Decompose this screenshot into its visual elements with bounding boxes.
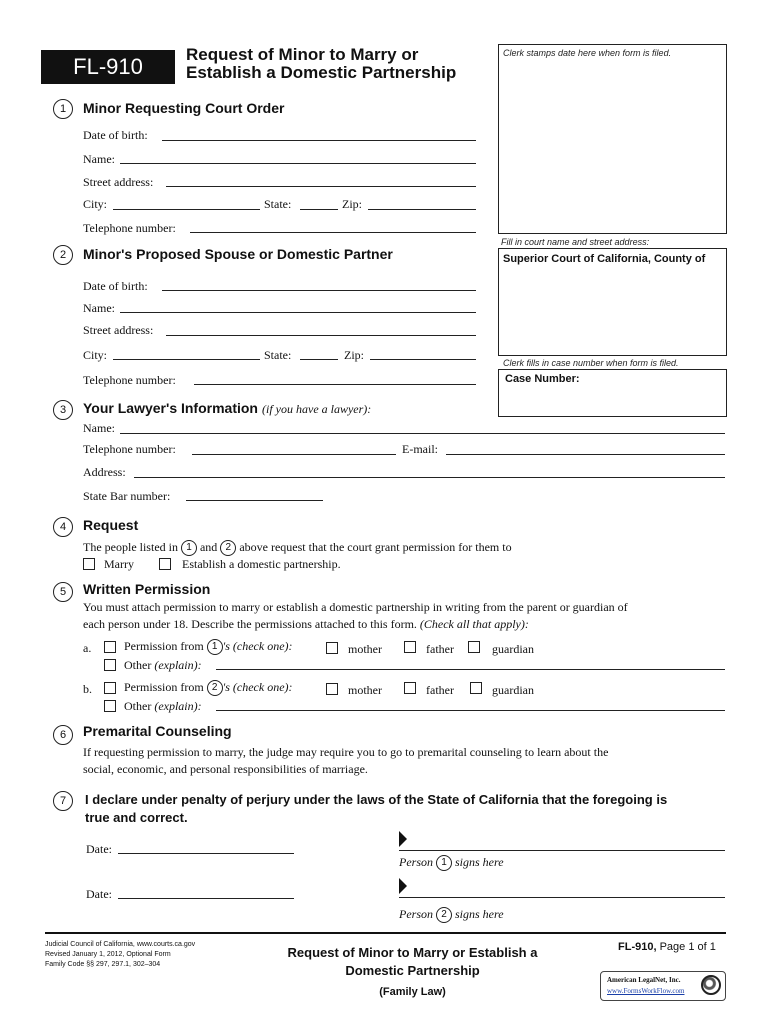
s5a-guardian-checkbox[interactable] — [468, 641, 480, 653]
footer-center-1: Request of Minor to Marry or Establish a — [287, 945, 538, 960]
s7-signature-2-field[interactable] — [399, 897, 725, 898]
footer-left-2: Revised January 1, 2012, Optional Form — [45, 951, 171, 958]
s7-signs-1-label: signs here — [455, 855, 504, 869]
footer-left-3: Family Code §§ 297, 297.1, 302–304 — [45, 961, 161, 968]
s5a-check-one: 's (check one): — [222, 639, 293, 653]
s4-ref-1: 1 — [181, 540, 197, 556]
section-4-title: Request — [83, 517, 139, 533]
case-number-label: Case Number: — [505, 373, 580, 385]
s1-street-field[interactable] — [166, 186, 476, 187]
s3-name-label: Name: — [83, 421, 115, 435]
title-line-2: Establish a Domestic Partnership — [186, 63, 457, 82]
s5a-father-label: father — [426, 642, 454, 656]
footer-left — [45, 940, 195, 970]
s7-ref-2: 2 — [436, 907, 452, 923]
s5-text-1: You must attach permission to marry or establish a domestic partnership in writing from the parent or guardian of — [83, 600, 628, 614]
publisher-name: American LegalNet, Inc. — [607, 976, 681, 984]
s7-signs-2-label: signs here — [455, 907, 504, 921]
s2-city-label: City: — [83, 348, 108, 362]
section-7-number: 7 — [53, 791, 73, 811]
s5a-other-checkbox[interactable] — [104, 659, 116, 671]
s5b-label: b. — [83, 682, 92, 696]
s7-signature-1-field[interactable] — [399, 850, 725, 851]
s1-city-field[interactable] — [113, 209, 260, 210]
s2-zip-label: Zip: — [344, 348, 364, 362]
s1-zip-field[interactable] — [368, 209, 476, 210]
s5b-permission-checkbox[interactable] — [104, 682, 116, 694]
footer-left-1: Judicial Council of California, www.courts.ca.gov — [45, 941, 196, 948]
s5b-mother-checkbox[interactable] — [326, 683, 338, 695]
s6-text-1: If requesting permission to marry, the judge may require you to go to premarital counseling to learn about the — [83, 745, 609, 759]
s5b-guardian-label: guardian — [492, 683, 534, 697]
sign-arrow-icon — [399, 878, 407, 894]
s1-name-label: Name: — [83, 152, 115, 166]
s5a-other-field[interactable] — [216, 669, 725, 670]
s7-person-2-label: Person — [399, 907, 433, 921]
section-5-number: 5 — [53, 582, 73, 602]
s2-name-label: Name: — [83, 301, 115, 315]
s3-email-field[interactable] — [446, 454, 725, 455]
s5-text-2 — [83, 617, 529, 632]
s5-text-2-main: each person under 18. Describe the permissions attached to this form. — [83, 617, 417, 631]
sign-arrow-icon — [399, 831, 407, 847]
s5a-father-checkbox[interactable] — [404, 641, 416, 653]
s5a-other-text — [124, 658, 202, 673]
s7-declaration-2: true and correct. — [85, 810, 188, 825]
s2-street-field[interactable] — [166, 335, 476, 336]
s7-date-1-field[interactable] — [118, 853, 294, 854]
s5a-label: a. — [83, 641, 92, 655]
section-1-title: Minor Requesting Court Order — [83, 100, 285, 116]
s5b-other-checkbox[interactable] — [104, 700, 116, 712]
footer-center-3: (Family Law) — [379, 986, 446, 998]
s1-name-field[interactable] — [120, 163, 476, 164]
section-3-title: Your Lawyer's Information — [83, 400, 258, 416]
s4-marry-checkbox[interactable] — [83, 558, 95, 570]
s5b-other-label: Other — [124, 699, 152, 713]
s1-state-label: State: — [264, 197, 292, 211]
publisher-badge[interactable] — [600, 971, 726, 1001]
s2-dob-field[interactable] — [162, 290, 476, 291]
s4-ref-2: 2 — [220, 540, 236, 556]
section-6-title: Premarital Counseling — [83, 723, 232, 739]
s1-dob-field[interactable] — [162, 140, 476, 141]
s4-request-text — [83, 540, 512, 556]
s7-signature-2-caption — [399, 907, 504, 923]
s5b-check-one: 's (check one): — [222, 680, 293, 694]
case-note: Clerk fills in case number when form is filed. — [503, 358, 679, 368]
s5b-father-label: father — [426, 683, 454, 697]
footer-form-no: FL-910, — [618, 941, 657, 953]
section-2-title: Minor's Proposed Spouse or Domestic Partner — [83, 246, 393, 262]
s2-phone-field[interactable] — [194, 384, 476, 385]
clerk-stamp-box[interactable] — [498, 44, 727, 234]
s2-phone-label: Telephone number: — [83, 373, 176, 387]
s2-zip-field[interactable] — [370, 359, 476, 360]
s3-phone-field[interactable] — [192, 454, 396, 455]
s5b-ref-2: 2 — [207, 680, 223, 696]
publisher-logo-icon — [701, 975, 721, 995]
form-title — [186, 46, 456, 82]
s5a-permission-text — [124, 639, 293, 655]
clerk-stamp-note: Clerk stamps date here when form is filed. — [503, 48, 672, 58]
s5b-permission-text — [124, 680, 293, 696]
s1-state-field[interactable] — [300, 209, 338, 210]
s1-city-label: City: — [83, 197, 108, 211]
publisher-url: www.FormsWorkFlow.com — [607, 987, 685, 995]
s3-address-field[interactable] — [134, 477, 725, 478]
s5a-other-label: Other — [124, 658, 152, 672]
section-6-number: 6 — [53, 725, 73, 745]
s2-state-field[interactable] — [300, 359, 338, 360]
s5a-explain-label: (explain): — [154, 658, 202, 672]
s4-text-b: and — [199, 540, 218, 554]
section-4-number: 4 — [53, 517, 73, 537]
s2-name-field[interactable] — [120, 312, 476, 313]
s2-dob-label: Date of birth: — [83, 279, 148, 293]
section-3-note: (if you have a lawyer): — [262, 402, 372, 416]
s5b-father-checkbox[interactable] — [404, 682, 416, 694]
s3-email-label: E-mail: — [402, 442, 438, 456]
footer-page-number: Page 1 of 1 — [659, 941, 716, 953]
s5b-other-text — [124, 699, 202, 714]
s1-phone-label: Telephone number: — [83, 221, 176, 235]
s5a-perm-from: Permission from — [124, 639, 204, 653]
s3-phone-label: Telephone number: — [83, 442, 176, 456]
s5b-guardian-checkbox[interactable] — [470, 682, 482, 694]
section-1-number: 1 — [53, 99, 73, 119]
s2-state-label: State: — [264, 348, 292, 362]
form-number: FL-910 — [41, 50, 175, 84]
s4-marry-label: Marry — [104, 557, 134, 571]
s5-text-2-italic: (Check all that apply): — [419, 617, 529, 631]
section-2-number: 2 — [53, 245, 73, 265]
court-label: Superior Court of California, County of — [503, 253, 706, 265]
s4-text-a: The people listed in — [83, 540, 178, 554]
s1-phone-field[interactable] — [190, 232, 476, 233]
s7-date-2-field[interactable] — [118, 898, 294, 899]
footer-center — [250, 944, 575, 1001]
s7-date-1-label: Date: — [86, 842, 112, 856]
s7-person-1-label: Person — [399, 855, 433, 869]
s5a-ref-1: 1 — [207, 639, 223, 655]
footer-center-2: Domestic Partnership — [345, 963, 480, 978]
s6-text-2: social, economic, and personal responsibilities of marriage. — [83, 762, 368, 776]
title-line-1: Request of Minor to Marry or — [186, 45, 419, 64]
footer-page — [618, 941, 716, 953]
s3-bar-field[interactable] — [186, 500, 323, 501]
s4-text-c: above request that the court grant permission for them to — [239, 540, 512, 554]
s4-partner-label: Establish a domestic partnership. — [182, 557, 341, 571]
section-3-number: 3 — [53, 400, 73, 420]
s7-signature-1-caption — [399, 855, 504, 871]
s2-street-label: Street address: — [83, 323, 154, 337]
s3-name-field[interactable] — [120, 433, 725, 434]
s1-dob-label: Date of birth: — [83, 128, 148, 142]
s1-zip-label: Zip: — [342, 197, 362, 211]
s4-partner-checkbox[interactable] — [159, 558, 171, 570]
s5a-mother-label: mother — [348, 642, 382, 656]
s5b-perm-from: Permission from — [124, 680, 204, 694]
s3-bar-label: State Bar number: — [83, 489, 171, 503]
section-3-heading — [83, 400, 371, 418]
court-note: Fill in court name and street address: — [501, 237, 650, 247]
s5a-guardian-label: guardian — [492, 642, 534, 656]
footer-divider — [45, 932, 726, 934]
s3-address-label: Address: — [83, 465, 126, 479]
s7-ref-1: 1 — [436, 855, 452, 871]
s7-date-2-label: Date: — [86, 887, 112, 901]
s5a-permission-checkbox[interactable] — [104, 641, 116, 653]
s5b-mother-label: mother — [348, 683, 382, 697]
s5a-mother-checkbox[interactable] — [326, 642, 338, 654]
s1-street-label: Street address: — [83, 175, 154, 189]
s7-declaration-1: I declare under penalty of perjury under the laws of the State of California that the foregoing is — [85, 792, 668, 807]
s2-city-field[interactable] — [113, 359, 260, 360]
s5b-other-field[interactable] — [216, 710, 725, 711]
section-5-title: Written Permission — [83, 581, 211, 597]
s5b-explain-label: (explain): — [154, 699, 202, 713]
